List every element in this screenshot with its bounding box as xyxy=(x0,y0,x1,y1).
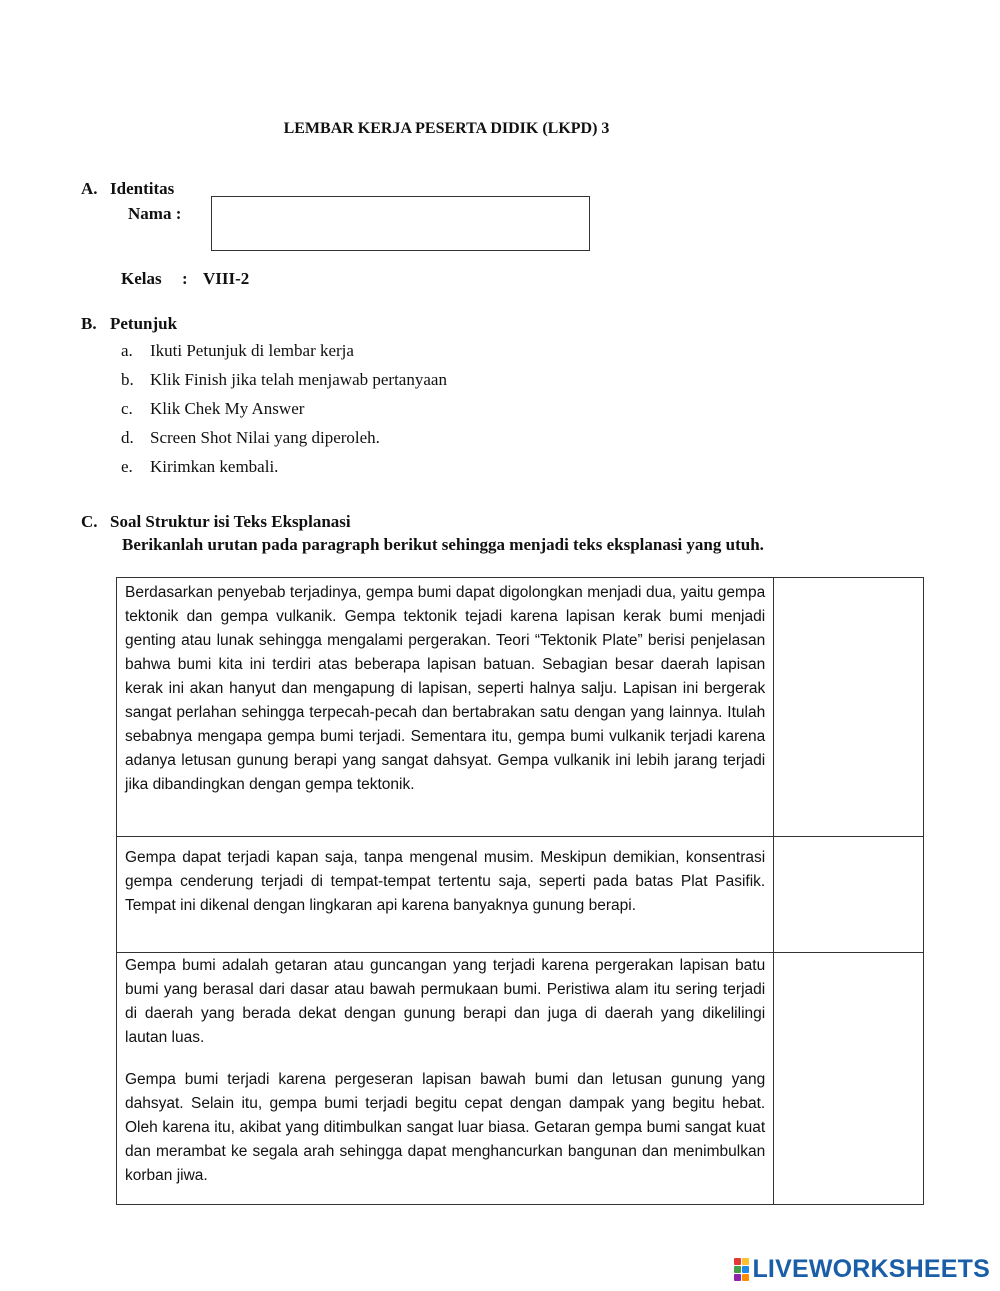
step-text: Kirimkan kembali. xyxy=(150,457,279,476)
paragraph-text: Berdasarkan penyebab terjadinya, gempa bumi dapat digolongkan menjadi dua, yaitu gempa tektonik dan gempa vulkanik. Gempa tektonik tejadi karena lapisan kerak bumi menjadi genting atau lunak sehingga mengalami pergerakan. Teori “Tektonik Plate” berisi penjelasan bahwa bumi kita ini terdiri atas beberapa lapisan batuan. Sebagian besar daerah lapisan kerak ini akan hanyut dan mengapung di lapisan, seperti halnya salju. Lapisan ini bergerak sangat perlahan sehingga terpecah-pecah dan bertabrakan satu dengan yang lainnya. Itulah sebabnya mengapa gempa bumi terjadi. Sementara itu, gempa bumi vulkanik terjadi karena adanya letusan gunung berapi yang sangat dahsyat. Gempa vulkanik ini lebih jarang terjadi jika dibandingkan dengan gempa tektonik. xyxy=(125,584,766,793)
step-text: Klik Chek My Answer xyxy=(150,399,305,418)
paragraph-text: Gempa bumi adalah getaran atau guncangan yang terjadi karena pergerakan lapisan batu bumi yang berasal dari dasar atau bawah permukaan bumi. Peristiwa alam itu sering terjadi di daerah yang berada dekat dengan gunung berapi dan juga di daerah yang dikelilingi lautan luas. xyxy=(125,957,766,1046)
liveworksheets-logo xyxy=(734,1255,990,1284)
kelas-label: Kelas xyxy=(121,269,162,288)
table-row xyxy=(117,837,924,953)
step-letter: d. xyxy=(121,428,134,447)
step-letter: a. xyxy=(121,341,133,360)
paragraph-cell xyxy=(117,837,774,953)
step-text: Ikuti Petunjuk di lembar kerja xyxy=(150,341,354,360)
paragraph-cell xyxy=(117,953,774,1205)
answer-table xyxy=(116,577,924,1205)
section-a-title: Identitas xyxy=(110,179,175,198)
kelas-colon: : xyxy=(182,269,188,288)
section-c-letter: C. xyxy=(81,512,98,531)
table-row xyxy=(117,953,924,1205)
section-c-title: Soal Struktur isi Teks Eksplanasi xyxy=(110,512,351,531)
paragraph-text: Gempa dapat terjadi kapan saja, tanpa mengenal musim. Meskipun demikian, konsentrasi gempa cenderung terjadi di tempat-tempat tertentu saja, seperti pada batas Plat Pasifik. Tempat ini dikenal dengan lingkaran api karena banyaknya gunung berapi. xyxy=(125,849,766,914)
order-cell xyxy=(774,837,924,953)
order-cell xyxy=(774,578,924,837)
logo-blocks-icon xyxy=(734,1258,749,1281)
step-text: Klik Finish jika telah menjawab pertanyaan xyxy=(150,370,447,389)
step-letter: b. xyxy=(121,370,134,389)
paragraph-text: Gempa bumi terjadi karena pergeseran lapisan bawah bumi dan letusan gunung yang dahsyat. Selain itu, gempa bumi terjadi begitu cepat dengan dampak yang begitu hebat. Oleh karena itu, akibat yang ditimbulkan sangat luar biasa. Getaran gempa bumi sangat kuat dan merambat ke segala arah sehingga dapat menghancurkan bangunan dan menimbulkan korban jiwa. xyxy=(125,1071,766,1184)
order-answer-input[interactable] xyxy=(774,578,923,835)
order-cell xyxy=(774,953,924,1205)
logo-text: LIVEWORKSHEETS xyxy=(752,1255,990,1283)
page-title: LEMBAR KERJA PESERTA DIDIK (LKPD) 3 xyxy=(283,120,610,137)
section-b-title: Petunjuk xyxy=(110,314,178,333)
section-b-letter: B. xyxy=(81,314,97,333)
step-letter: c. xyxy=(121,399,133,418)
paragraph-cell xyxy=(117,578,774,837)
step-letter: e. xyxy=(121,457,133,476)
nama-input[interactable] xyxy=(211,196,590,251)
order-answer-input[interactable] xyxy=(774,953,923,1203)
section-a-letter: A. xyxy=(81,179,98,198)
section-c-instruction: Berikanlah urutan pada paragraph berikut sehingga menjadi teks eksplanasi yang utuh. xyxy=(122,535,764,554)
nama-label: Nama : xyxy=(128,204,182,223)
step-text: Screen Shot Nilai yang diperoleh. xyxy=(150,428,380,447)
order-answer-input[interactable] xyxy=(774,837,923,951)
kelas-value: VIII-2 xyxy=(203,269,250,288)
table-row xyxy=(117,578,924,837)
